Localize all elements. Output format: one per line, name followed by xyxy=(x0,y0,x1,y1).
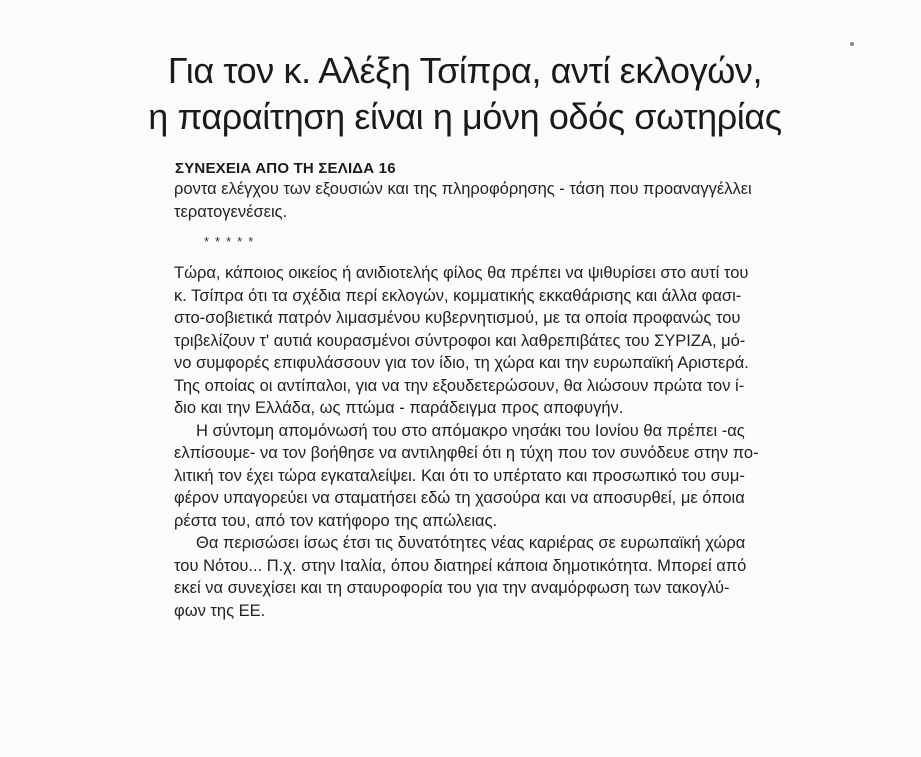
scan-speck xyxy=(850,42,854,46)
text-line: κ. Τσίπρα ότι τα σχέδια περί εκλογών, κομματικής εκκαθάρισης και άλλα φασι- xyxy=(174,286,742,305)
text-line: ρέστα του, από τον κατήφορο της απώλειας. xyxy=(174,511,498,530)
intro-paragraph xyxy=(174,178,832,223)
paragraph-3 xyxy=(174,532,832,622)
text-line: νο συμφορές επιφυλάσσουν για τον ίδιο, τη χώρα και την ευρωπαϊκή Αριστερά. xyxy=(174,354,749,372)
paragraph-1 xyxy=(174,262,832,420)
text-line: του Νότου... Π.χ. στην Ιταλία, όπου διατηρεί κάποια δημοτικότητα. Μπορεί από xyxy=(174,556,747,575)
text-line: διο και την Ελλάδα, ως πτώμα - παράδειγμα προς αποφυγήν. xyxy=(174,399,624,417)
text-line: λιτική τον έχει τώρα εγκαταλείψει. Και ότι το υπέρτατο και προσωπικό του συμ- xyxy=(174,466,745,485)
text-line: φέρον υπαγορεύει να σταματήσει εδώ τη χασούρα και να αποσυρθεί, με όποια xyxy=(174,489,745,507)
text-line: στο-σοβιετικά πατρόν λιμασμένου κυβερνητισμού, με τα οποία προφανώς του xyxy=(174,309,741,327)
headline xyxy=(40,48,890,140)
text-line: Η σύντομη απομόνωσή του στο απόμακρο νησάκι του Ιονίου θα πρέπει -ας xyxy=(196,421,745,440)
paragraph-2 xyxy=(174,420,832,533)
continuation-label: ΣΥΝΕΧΕΙΑ ΑΠΟ ΤΗ ΣΕΛΙΔΑ 16 xyxy=(175,160,396,177)
text-line: τερατογενέσεις. xyxy=(174,202,288,221)
text-line: Θα περισώσει ίσως έτσι τις δυνατότητες νέας καριέρας σε ευρωπαϊκή χώρα xyxy=(196,534,746,552)
section-separator: ***** xyxy=(204,234,260,249)
article-body xyxy=(174,262,832,622)
headline-line-1: Για τον κ. Αλέξη Τσίπρα, αντί εκλογών, xyxy=(167,50,763,91)
text-line: ροντα ελέγχου των εξουσιών και της πληροφόρησης - τάση που προαναγγέλλει xyxy=(174,180,752,198)
text-line: Της οποίας οι αντίπαλοι, για να την εξουδετερώσουν, θα λιώσουν πρώτα τον ί- xyxy=(174,376,745,395)
text-line: ελπίσουμε- να τον βοήθησε να αντιληφθεί ότι η τύχη που τον συνόδευε στην πο- xyxy=(174,444,759,462)
text-line: εκεί να συνεχίσει και τη σταυροφορία του για την αναμόρφωση των τακογλύ- xyxy=(174,579,730,597)
headline-line-2: η παραίτηση είναι η μόνη οδός σωτηρίας xyxy=(148,96,782,137)
text-line: φων της ΕΕ. xyxy=(174,601,266,620)
text-line: τριβελίζουν τ' αυτιά κουρασμένοι σύντροφοι και λαθρεπιβάτες του ΣΥΡΙΖΑ, μό- xyxy=(174,331,746,350)
text-line: Τώρα, κάποιος οικείος ή ανιδιοτελής φίλος θα πρέπει να ψιθυρίσει στο αυτί του xyxy=(174,264,749,282)
